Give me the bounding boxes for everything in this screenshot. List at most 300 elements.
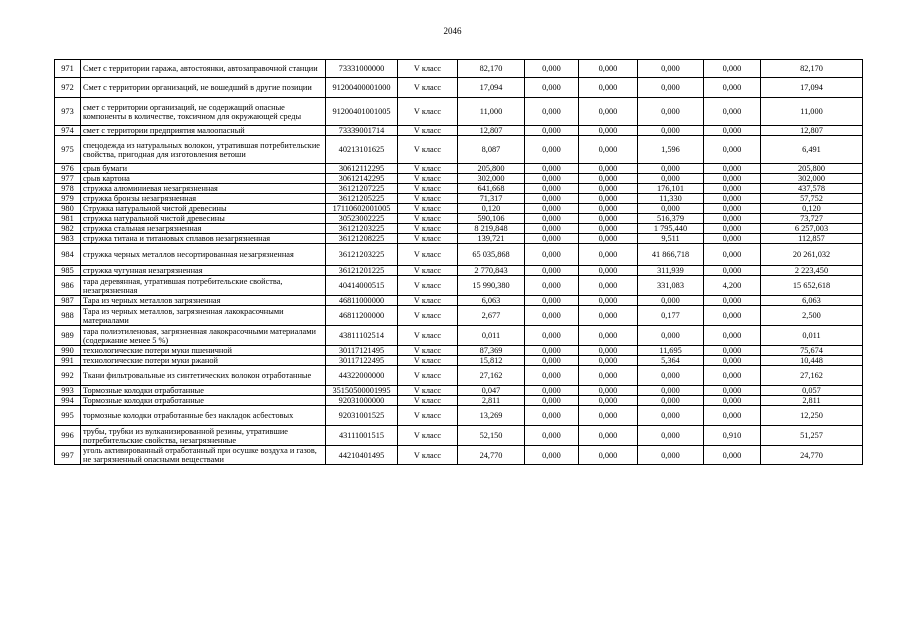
waste-name: срыв бумаги [81,164,326,174]
value-cell: 0,000 [579,396,638,406]
value-cell: 0,000 [579,174,638,184]
value-cell: 75,674 [761,346,863,356]
table-row [55,136,863,164]
value-cell: 437,578 [761,184,863,194]
hazard-class: V класс [398,426,458,446]
value-cell: 0,000 [579,276,638,296]
value-cell: 0,000 [579,306,638,326]
hazard-class: V класс [398,306,458,326]
waste-name: стружка натуральной чистой древесины [81,214,326,224]
fkko-code: 30612112295 [326,164,398,174]
hazard-class: V класс [398,356,458,366]
value-cell: 0,000 [579,126,638,136]
waste-name: Тара из черных металлов, загрязненная лакокрасочными материалами [81,306,326,326]
value-cell: 9,511 [638,234,704,244]
hazard-class: V класс [398,78,458,98]
value-cell: 82,170 [458,60,525,78]
value-cell: 0,000 [525,224,579,234]
value-cell: 0,000 [704,356,761,366]
value-cell: 0,000 [525,306,579,326]
value-cell: 0,000 [704,326,761,346]
value-cell: 0,000 [579,244,638,266]
table-row [55,164,863,174]
table-row [55,244,863,266]
value-cell: 87,369 [458,346,525,356]
value-cell: 0,011 [761,326,863,346]
value-cell: 2,811 [458,396,525,406]
table-row [55,126,863,136]
value-cell: 0,000 [525,214,579,224]
fkko-code: 36121203225 [326,224,398,234]
fkko-code: 36121208225 [326,234,398,244]
value-cell: 0,000 [525,386,579,396]
hazard-class: V класс [398,174,458,184]
value-cell: 0,000 [638,386,704,396]
hazard-class: V класс [398,194,458,204]
hazard-class: V класс [398,386,458,396]
value-cell: 1,596 [638,136,704,164]
value-cell: 6,063 [458,296,525,306]
table-row [55,214,863,224]
value-cell: 0,000 [704,234,761,244]
value-cell: 0,000 [704,366,761,386]
value-cell: 0,000 [579,164,638,174]
row-number: 991 [55,356,81,366]
waste-name: стружка стальная незагрязненная [81,224,326,234]
value-cell: 2 223,450 [761,266,863,276]
value-cell: 0,000 [638,60,704,78]
value-cell: 12,250 [761,406,863,426]
value-cell: 0,000 [525,326,579,346]
value-cell: 0,000 [579,386,638,396]
value-cell: 0,000 [525,276,579,296]
value-cell: 6 257,003 [761,224,863,234]
value-cell: 0,000 [579,194,638,204]
row-number: 995 [55,406,81,426]
value-cell: 1 795,440 [638,224,704,234]
value-cell: 2,500 [761,306,863,326]
value-cell: 0,000 [704,446,761,465]
value-cell: 0,120 [458,204,525,214]
value-cell: 0,000 [525,60,579,78]
value-cell: 176,101 [638,184,704,194]
value-cell: 0,000 [704,194,761,204]
value-cell: 112,857 [761,234,863,244]
waste-name: стружка алюминиевая незагрязненная [81,184,326,194]
value-cell: 71,317 [458,194,525,204]
value-cell: 82,170 [761,60,863,78]
value-cell: 27,162 [458,366,525,386]
value-cell: 17,094 [458,78,525,98]
value-cell: 0,000 [638,204,704,214]
table-row [55,204,863,214]
value-cell: 0,000 [638,406,704,426]
fkko-code: 40414000515 [326,276,398,296]
value-cell: 0,000 [704,204,761,214]
table-body [55,60,863,465]
value-cell: 0,000 [704,98,761,126]
fkko-code: 17110602001005 [326,204,398,214]
fkko-code: 92031001525 [326,406,398,426]
value-cell: 2 770,843 [458,266,525,276]
value-cell: 0,000 [638,396,704,406]
row-number: 979 [55,194,81,204]
hazard-class: V класс [398,136,458,164]
value-cell: 0,000 [525,346,579,356]
value-cell: 0,000 [525,396,579,406]
table-row [55,396,863,406]
row-number: 971 [55,60,81,78]
fkko-code: 44210401495 [326,446,398,465]
row-number: 997 [55,446,81,465]
table-row [55,446,863,465]
waste-name: Ткани фильтровальные из синтетических волокон отработанные [81,366,326,386]
value-cell: 0,000 [525,164,579,174]
value-cell: 73,727 [761,214,863,224]
fkko-code: 46811000000 [326,296,398,306]
value-cell: 0,000 [579,326,638,346]
value-cell: 52,150 [458,426,525,446]
value-cell: 6,063 [761,296,863,306]
waste-name: стружка чугунная незагрязненная [81,266,326,276]
fkko-code: 35150500001995 [326,386,398,396]
hazard-class: V класс [398,266,458,276]
value-cell: 0,000 [704,136,761,164]
value-cell: 0,000 [704,174,761,184]
value-cell: 11,330 [638,194,704,204]
table-row [55,386,863,396]
value-cell: 0,000 [704,126,761,136]
row-number: 982 [55,224,81,234]
value-cell: 0,000 [704,386,761,396]
waste-name: технологические потери муки пшеничной [81,346,326,356]
waste-name: Тара из черных металлов загрязненная [81,296,326,306]
value-cell: 0,000 [525,426,579,446]
value-cell: 0,000 [525,204,579,214]
value-cell: 0,000 [638,326,704,346]
hazard-class: V класс [398,234,458,244]
page-number: 2046 [443,26,462,36]
hazard-class: V класс [398,366,458,386]
row-number: 989 [55,326,81,346]
value-cell: 516,379 [638,214,704,224]
value-cell: 8 219,848 [458,224,525,234]
value-cell: 139,721 [458,234,525,244]
fkko-code: 91200400001000 [326,78,398,98]
value-cell: 302,000 [761,174,863,184]
value-cell: 2,811 [761,396,863,406]
fkko-code: 73339001714 [326,126,398,136]
waste-name: срыв картона [81,174,326,184]
fkko-code: 36121203225 [326,244,398,266]
hazard-class: V класс [398,126,458,136]
table-row [55,276,863,296]
value-cell: 0,910 [704,426,761,446]
hazard-class: V класс [398,224,458,234]
value-cell: 51,257 [761,426,863,446]
waste-name: смет с территории организаций, не содержащий опасные компоненты в количестве, токсичном для окружающей среды [81,98,326,126]
value-cell: 641,668 [458,184,525,194]
row-number: 974 [55,126,81,136]
hazard-class: V класс [398,204,458,214]
table-row [55,224,863,234]
fkko-code: 44322000000 [326,366,398,386]
value-cell: 590,106 [458,214,525,224]
value-cell: 11,000 [761,98,863,126]
value-cell: 0,000 [525,406,579,426]
row-number: 984 [55,244,81,266]
hazard-class: V класс [398,346,458,356]
table-row [55,356,863,366]
value-cell: 41 866,718 [638,244,704,266]
hazard-class: V класс [398,98,458,126]
value-cell: 12,807 [458,126,525,136]
value-cell: 0,000 [579,356,638,366]
fkko-code: 30117121495 [326,346,398,356]
table-row [55,194,863,204]
value-cell: 0,000 [579,78,638,98]
fkko-code: 73331000000 [326,60,398,78]
value-cell: 0,000 [704,406,761,426]
value-cell: 0,000 [525,296,579,306]
table-row [55,60,863,78]
row-number: 981 [55,214,81,224]
table-row [55,346,863,356]
waste-name: технологические потери муки ржаной [81,356,326,366]
waste-name: стружка черных металлов несортированная незагрязненная [81,244,326,266]
value-cell: 0,000 [704,244,761,266]
table-row [55,326,863,346]
value-cell: 0,000 [704,296,761,306]
row-number: 996 [55,426,81,446]
value-cell: 20 261,032 [761,244,863,266]
waste-name: Тормозные колодки отработанные [81,386,326,396]
row-number: 994 [55,396,81,406]
value-cell: 302,000 [458,174,525,184]
row-number: 977 [55,174,81,184]
value-cell: 0,000 [579,204,638,214]
row-number: 972 [55,78,81,98]
value-cell: 0,000 [525,136,579,164]
row-number: 992 [55,366,81,386]
value-cell: 0,011 [458,326,525,346]
fkko-code: 36121201225 [326,266,398,276]
value-cell: 0,000 [525,234,579,244]
value-cell: 0,120 [761,204,863,214]
value-cell: 0,000 [525,126,579,136]
value-cell: 0,000 [525,356,579,366]
row-number: 985 [55,266,81,276]
value-cell: 15 652,618 [761,276,863,296]
value-cell: 10,448 [761,356,863,366]
value-cell: 205,800 [458,164,525,174]
fkko-code: 30523002225 [326,214,398,224]
value-cell: 0,000 [579,266,638,276]
value-cell: 0,000 [704,306,761,326]
value-cell: 0,000 [579,446,638,465]
hazard-class: V класс [398,406,458,426]
value-cell: 0,000 [704,224,761,234]
hazard-class: V класс [398,276,458,296]
value-cell: 0,000 [525,266,579,276]
hazard-class: V класс [398,326,458,346]
table-row [55,306,863,326]
row-number: 980 [55,204,81,214]
value-cell: 0,000 [704,214,761,224]
value-cell: 311,939 [638,266,704,276]
value-cell: 0,000 [638,174,704,184]
value-cell: 0,000 [579,60,638,78]
fkko-code: 36121205225 [326,194,398,204]
waste-name: уголь активированный отработанный при осушке воздуха и газов, не загрязненный опасными веществами [81,446,326,465]
table-row [55,366,863,386]
value-cell: 0,000 [638,366,704,386]
value-cell: 0,000 [704,346,761,356]
value-cell: 0,000 [579,366,638,386]
row-number: 975 [55,136,81,164]
value-cell: 0,000 [579,184,638,194]
fkko-code: 46811200000 [326,306,398,326]
hazard-class: V класс [398,214,458,224]
fkko-code: 43111001515 [326,426,398,446]
value-cell: 0,000 [704,396,761,406]
waste-name: Смет с территории организаций, не вошедший в другие позиции [81,78,326,98]
value-cell: 0,000 [704,78,761,98]
value-cell: 0,000 [638,164,704,174]
value-cell: 0,000 [579,214,638,224]
waste-name: смет с территории предприятия малоопасный [81,126,326,136]
value-cell: 0,057 [761,386,863,396]
hazard-class: V класс [398,396,458,406]
value-cell: 0,000 [704,266,761,276]
value-cell: 4,200 [704,276,761,296]
value-cell: 0,000 [525,184,579,194]
value-cell: 6,491 [761,136,863,164]
fkko-code: 91200401001005 [326,98,398,126]
value-cell: 0,000 [525,446,579,465]
table-row [55,234,863,244]
value-cell: 0,000 [704,164,761,174]
value-cell: 0,000 [579,136,638,164]
value-cell: 0,000 [638,426,704,446]
value-cell: 27,162 [761,366,863,386]
hazard-class: V класс [398,184,458,194]
row-number: 978 [55,184,81,194]
row-number: 990 [55,346,81,356]
value-cell: 11,000 [458,98,525,126]
fkko-code: 30117122495 [326,356,398,366]
waste-name: тара деревянная, утратившая потребительские свойства, незагрязненная [81,276,326,296]
value-cell: 0,000 [525,366,579,386]
value-cell: 11,695 [638,346,704,356]
value-cell: 0,000 [579,406,638,426]
value-cell: 205,800 [761,164,863,174]
value-cell: 24,770 [761,446,863,465]
fkko-code: 36121207225 [326,184,398,194]
value-cell: 57,752 [761,194,863,204]
waste-name: стружка бронзы незагрязненная [81,194,326,204]
waste-name: трубы, трубки из вулканизированной резины, утратившие потребительские свойства, незагрязненные [81,426,326,446]
value-cell: 65 035,868 [458,244,525,266]
value-cell: 5,364 [638,356,704,366]
waste-name: тара полиэтиленовая, загрязненная лакокрасочными материалами (содержание менее 5 %) [81,326,326,346]
value-cell: 0,000 [638,446,704,465]
hazard-class: V класс [398,446,458,465]
value-cell: 0,047 [458,386,525,396]
table-row [55,266,863,276]
value-cell: 0,000 [579,346,638,356]
row-number: 988 [55,306,81,326]
value-cell: 15,812 [458,356,525,366]
value-cell: 0,000 [638,98,704,126]
waste-name: стружка титана и титановых сплавов незагрязненная [81,234,326,244]
waste-name: спецодежда из натуральных волокон, утратившая потребительские свойства, пригодная для изготовления ветоши [81,136,326,164]
row-number: 987 [55,296,81,306]
table-row [55,296,863,306]
fkko-code: 92031000000 [326,396,398,406]
hazard-class: V класс [398,244,458,266]
value-cell: 15 990,380 [458,276,525,296]
value-cell: 0,000 [579,234,638,244]
value-cell: 12,807 [761,126,863,136]
value-cell: 0,000 [579,224,638,234]
table-row [55,426,863,446]
table-row [55,174,863,184]
hazard-class: V класс [398,60,458,78]
row-number: 983 [55,234,81,244]
value-cell: 13,269 [458,406,525,426]
value-cell: 0,000 [638,296,704,306]
fkko-code: 43811102514 [326,326,398,346]
value-cell: 0,000 [525,174,579,184]
table-row [55,184,863,194]
value-cell: 0,000 [525,98,579,126]
value-cell: 0,000 [579,426,638,446]
value-cell: 0,000 [638,126,704,136]
value-cell: 0,000 [704,184,761,194]
value-cell: 0,000 [704,60,761,78]
fkko-code: 40213101625 [326,136,398,164]
value-cell: 0,177 [638,306,704,326]
waste-name: Тормозные колодки отработанные [81,396,326,406]
value-cell: 331,083 [638,276,704,296]
table-row [55,98,863,126]
value-cell: 0,000 [579,98,638,126]
waste-name: Стружка натуральной чистой древесины [81,204,326,214]
hazard-class: V класс [398,296,458,306]
row-number: 976 [55,164,81,174]
value-cell: 0,000 [579,296,638,306]
value-cell: 0,000 [638,78,704,98]
hazard-class: V класс [398,164,458,174]
value-cell: 0,000 [525,78,579,98]
value-cell: 17,094 [761,78,863,98]
row-number: 993 [55,386,81,396]
value-cell: 0,000 [525,244,579,266]
value-cell: 24,770 [458,446,525,465]
value-cell: 2,677 [458,306,525,326]
waste-table [54,59,863,465]
waste-name: Смет с территории гаража, автостоянки, автозаправочной станции [81,60,326,78]
waste-name: тормозные колодки отработанные без накладок асбестовых [81,406,326,426]
row-number: 973 [55,98,81,126]
table-row [55,406,863,426]
row-number: 986 [55,276,81,296]
value-cell: 8,087 [458,136,525,164]
value-cell: 0,000 [525,194,579,204]
table-row [55,78,863,98]
fkko-code: 30612142295 [326,174,398,184]
